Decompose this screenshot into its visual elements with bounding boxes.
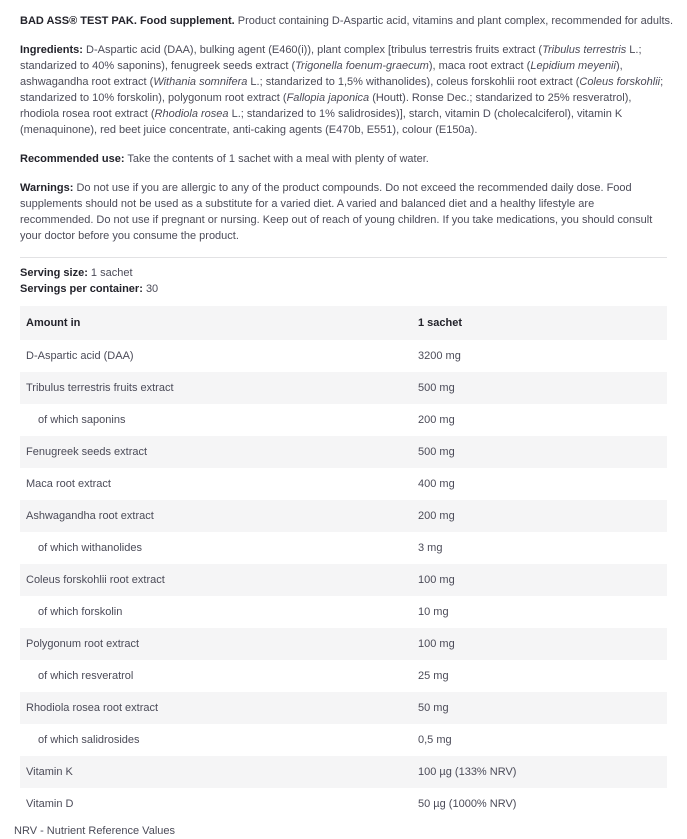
- nutrient-value: 50 µg (1000% NRV): [418, 798, 517, 810]
- serving-size-line: [20, 265, 667, 281]
- nutrition-table: [20, 306, 667, 820]
- table-row: [20, 404, 667, 436]
- servings-per-container-value: 30: [145, 283, 159, 295]
- nutrient-name: of which saponins: [38, 414, 126, 426]
- table-row: [20, 692, 667, 724]
- nutrient-value: 0,5 mg: [418, 734, 452, 746]
- servings-per-container-label: Servings per container:: [20, 283, 143, 295]
- nutrient-name: Polygonum root extract: [26, 638, 140, 650]
- nutrient-value: 400 mg: [418, 478, 455, 490]
- table-body: [20, 340, 667, 820]
- nutrient-value: 500 mg: [418, 382, 455, 394]
- nutrient-name: Maca root extract: [26, 478, 111, 490]
- table-row: [20, 468, 667, 500]
- table-row: [20, 340, 667, 372]
- table-row: [20, 596, 667, 628]
- product-intro-text: Product containing D-Aspartic acid, vitamins and plant complex, recommended for adults.: [237, 15, 674, 27]
- table-row: [20, 372, 667, 404]
- nutrient-name: Vitamin K: [26, 766, 73, 778]
- nutrient-value: 200 mg: [418, 414, 455, 426]
- table-row: [20, 564, 667, 596]
- table-row: [20, 660, 667, 692]
- table-row: [20, 724, 667, 756]
- nutrient-name: Tribulus terrestris fruits extract: [26, 382, 174, 394]
- nutrient-name: of which withanolides: [38, 542, 142, 554]
- col-header-serving: 1 sachet: [418, 306, 667, 340]
- nutrient-value: 100 mg: [418, 574, 455, 586]
- nutrient-name: Coleus forskohlii root extract: [26, 574, 165, 586]
- divider: [20, 257, 667, 258]
- recommended-use-label: Recommended use:: [20, 153, 125, 165]
- nutrient-name: of which resveratrol: [38, 670, 134, 682]
- nutrient-name: of which salidrosides: [38, 734, 140, 746]
- nutrient-name: of which forskolin: [38, 606, 123, 618]
- col-header-amount: Amount in: [20, 306, 418, 340]
- product-title: BAD ASS® TEST PAK. Food supplement.: [20, 15, 235, 27]
- ingredients-text: D-Aspartic acid (DAA), bulking agent (E460(i)), plant complex [tribulus terrestris fruits extract (Tribulus terrestris L.; standarized to 40% saponins), fenugreek seeds extract (Trigonella foenum-graecum), maca root extract (Lepidium meyenii), ashwagandha root extract (Withania somnifera L.; standarized to 1,5% withanolides), coleus forskohlii root extract (Coleus forskohlii; standarized to 10% forskolin), polygonum root extract (Fallopia japonica (Houtt). Ronse Dec.; standarized to 25% resveratrol), rhodiola rosea root extract (Rhodiola rosea L.; standarized to 1% salidrosides)], starch, vitamin D (cholecalciferol), vitamin K (menaquinone), red beet juice concentrate, anti-caking agents (E470b, E551), colour (E150a).: [20, 44, 664, 136]
- ingredients-paragraph: [20, 42, 667, 138]
- warnings-text: Do not use if you are allergic to any of the product compounds. Do not exceed the recommended daily dose. Food supplements should not be used as a substitute for a varied diet. A varied and balanced diet and a healthy lifestyle are recommended. Do not use if pregnant or nursing. Keep out of reach of young children. If you take medications, you should consult your doctor before you consume the product.: [20, 182, 653, 242]
- nutrient-name: D-Aspartic acid (DAA): [26, 350, 134, 362]
- table-row: [20, 628, 667, 660]
- nutrient-value: 200 mg: [418, 510, 455, 522]
- nrv-footnote: NRV - Nutrient Reference Values: [14, 825, 175, 837]
- nutrient-value: 3200 mg: [418, 350, 461, 362]
- nutrient-value: 3 mg: [418, 542, 443, 554]
- nutrient-value: 100 µg (133% NRV): [418, 766, 517, 778]
- nutrient-name: Vitamin D: [26, 798, 74, 810]
- nutrient-name: Rhodiola rosea root extract: [26, 702, 159, 714]
- nutrient-value: 10 mg: [418, 606, 449, 618]
- ingredients-label: Ingredients:: [20, 44, 83, 56]
- nutrient-value: 25 mg: [418, 670, 449, 682]
- table-row: [20, 756, 667, 788]
- recommended-use-paragraph: [20, 151, 667, 167]
- warnings-paragraph: [20, 180, 667, 244]
- recommended-use-text: Take the contents of 1 sachet with a meal with plenty of water.: [127, 153, 429, 165]
- table-row: [20, 788, 667, 820]
- product-intro: [20, 13, 674, 29]
- table-row: [20, 500, 667, 532]
- nutrient-value: 100 mg: [418, 638, 455, 650]
- table-header-row: [20, 306, 667, 340]
- nutrient-value: 50 mg: [418, 702, 449, 714]
- table-row: [20, 532, 667, 564]
- table-row: [20, 436, 667, 468]
- serving-size-label: Serving size:: [20, 267, 88, 279]
- warnings-label: Warnings:: [20, 182, 74, 194]
- nutrient-name: Fenugreek seeds extract: [26, 446, 148, 458]
- nutrient-name: Ashwagandha root extract: [26, 510, 154, 522]
- nutrient-value: 500 mg: [418, 446, 455, 458]
- serving-size-value: 1 sachet: [90, 267, 133, 279]
- serving-info: [20, 265, 667, 297]
- servings-per-container-line: [20, 281, 667, 297]
